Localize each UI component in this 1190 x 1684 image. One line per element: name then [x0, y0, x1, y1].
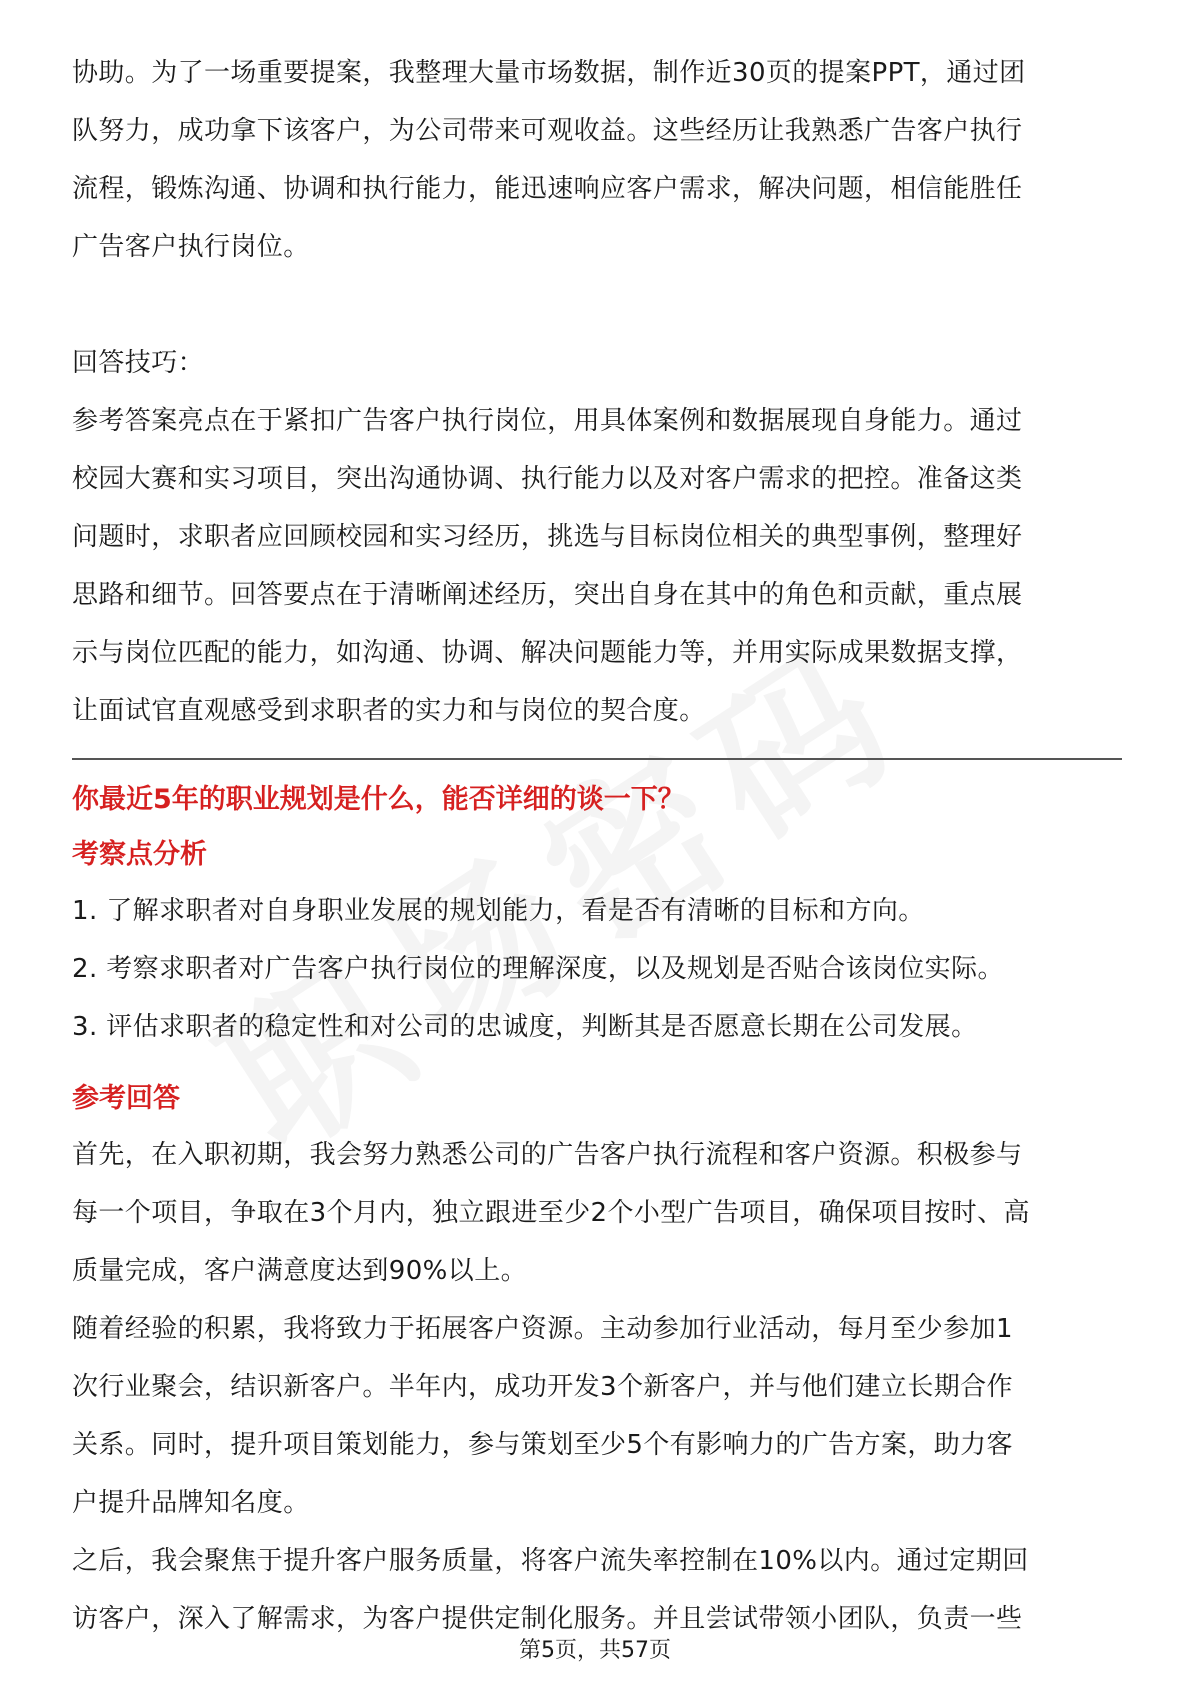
text-line: 思路和细节。回答要点在于清晰阐述经历，突出自身在其中的角色和贡献，重点展: [72, 580, 1023, 610]
text-line: 关系。同时，提升项目策划能力，参与策划至少5个有影响力的广告方案，助力客: [72, 1430, 1013, 1460]
answer-paragraph-3: [72, 1532, 1122, 1648]
text-line: 问题时，求职者应回顾校园和实习经历，挑选与目标岗位相关的典型事例，整理好: [72, 522, 1023, 552]
text-line: 每一个项目，争取在3个月内，独立跟进至少2个小型广告项目，确保项目按时、高: [72, 1198, 1030, 1228]
text-line: 随着经验的积累，我将致力于拓展客户资源。主动参加行业活动，每月至少参加1: [72, 1314, 1013, 1344]
upper-section: [72, 44, 1122, 740]
list-item: 1. 了解求职者对自身职业发展的规划能力，看是否有清晰的目标和方向。: [72, 896, 925, 926]
text-line: 广告客户执行岗位。: [72, 232, 310, 262]
analysis-list: [72, 882, 1122, 1056]
text-line: 首先，在入职初期，我会努力熟悉公司的广告客户执行流程和客户资源。积极参与: [72, 1140, 1023, 1170]
text-line: 访客户，深入了解需求，为客户提供定制化服务。并且尝试带领小团队，负责一些: [72, 1604, 1023, 1634]
text-line: 次行业聚会，结识新客户。半年内，成功开发3个新客户，并与他们建立长期合作: [72, 1372, 1013, 1402]
answer-paragraph-2: [72, 1300, 1122, 1532]
tips-paragraph: [72, 392, 1122, 740]
tips-label: 回答技巧：: [72, 348, 205, 378]
text-line: 户提升品牌知名度。: [72, 1488, 310, 1518]
section-divider: [72, 758, 1122, 760]
list-item: 3. 评估求职者的稳定性和对公司的忠诚度，判断其是否愿意长期在公司发展。: [72, 1012, 978, 1042]
text-line: 参考答案亮点在于紧扣广告客户执行岗位，用具体案例和数据展现自身能力。通过: [72, 406, 1023, 436]
text-line: 协助。为了一场重要提案，我整理大量市场数据，制作近30页的提案PPT，通过团: [72, 58, 1026, 88]
page-footer: 第5页，共57页: [519, 1638, 671, 1663]
question-section: [72, 772, 1122, 1648]
text-line: 质量完成，客户满意度达到90%以上。: [72, 1256, 527, 1286]
text-line: 流程，锻炼沟通、协调和执行能力，能迅速响应客户需求，解决问题，相信能胜任: [72, 174, 1023, 204]
question-title: 你最近5年的职业规划是什么，能否详细的谈一下？: [72, 784, 685, 815]
text-line: 校园大赛和实习项目，突出沟通协调、执行能力以及对客户需求的把控。准备这类: [72, 464, 1023, 494]
analysis-heading: 考察点分析: [72, 839, 207, 870]
intro-paragraph: [72, 44, 1122, 276]
text-line: 队努力，成功拿下该客户，为公司带来可观收益。这些经历让我熟悉广告客户执行: [72, 116, 1023, 146]
reference-heading: 参考回答: [72, 1083, 180, 1114]
answer-paragraph-1: [72, 1126, 1122, 1300]
text-line: 示与岗位匹配的能力，如沟通、协调、解决问题能力等，并用实际成果数据支撑，: [72, 638, 1023, 668]
text-line: 之后，我会聚焦于提升客户服务质量，将客户流失率控制在10%以内。通过定期回: [72, 1546, 1029, 1576]
list-item: 2. 考察求职者对广告客户执行岗位的理解深度，以及规划是否贴合该岗位实际。: [72, 954, 1004, 984]
text-line: 让面试官直观感受到求职者的实力和与岗位的契合度。: [72, 696, 706, 726]
